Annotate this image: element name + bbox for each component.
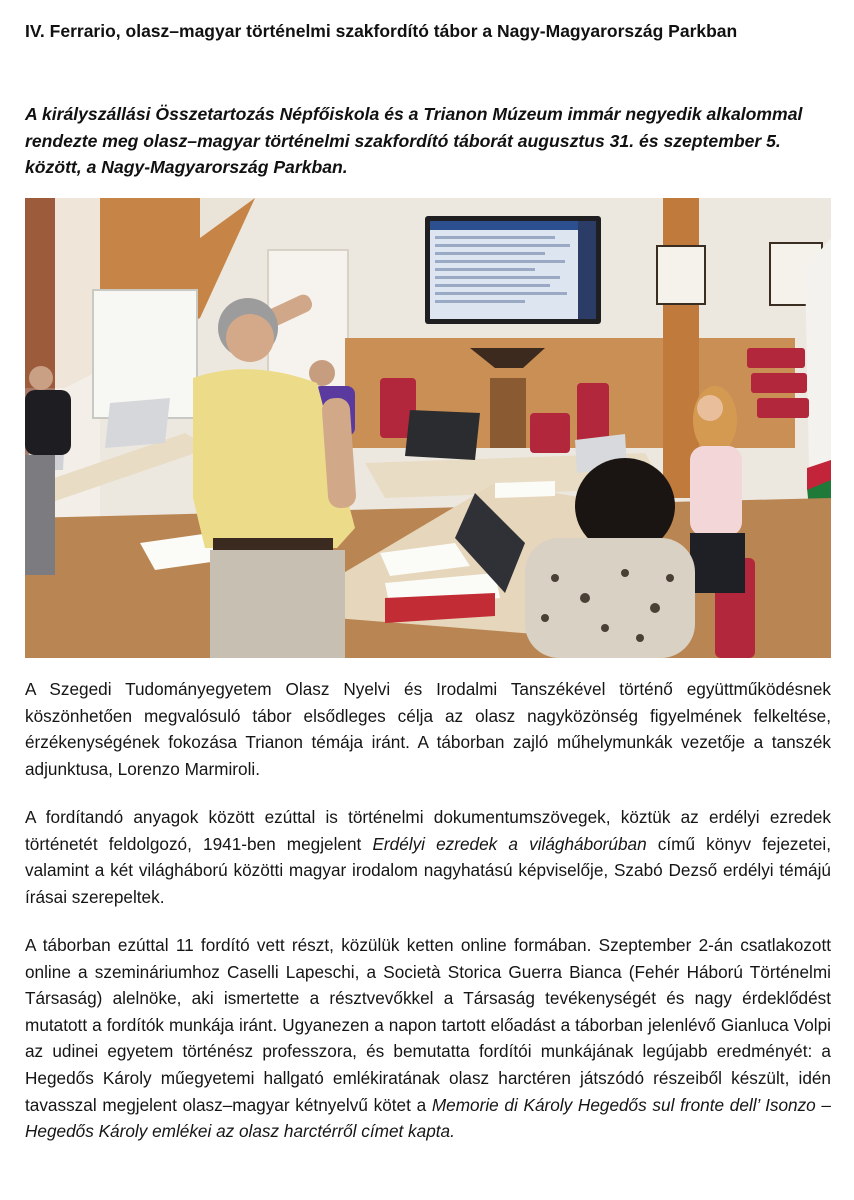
article-title: IV. Ferrario, olasz–magyar történelmi szakfordító tábor a Nagy-Magyarország Parkban <box>25 21 738 41</box>
paragraph-3-text: A táborban ezúttal 11 fordító vett részt, közülük ketten online formában. Szeptember 2-án csatlakozott online a szemináriumhoz Caselli Lapeschi, a Società Storica Guerra Bianca (Fehér Háború Történelmi Társaság) alelnöke, aki ismertette a résztvevőkkel a Társaság tevékenységét és nagy érdeklődést mutatott a fordítók munkája iránt. Ugyanezen a napon tartott előadást a táborban jelenlévő Gianluca Volpi az udinei egyetem történész professzora, és bemutatta fordítói munkájának legújabb eredményét: a Hegedős Károly műegyetemi hallgató emlékiratának olasz harctéren játszódó részeiből készült, idén tavasszal megjelent olasz–magyar kétnyelvű kötet a <box>25 935 831 1115</box>
book-title-memorie: Memorie di Károly Hegedős sul fronte dell’ Isonzo – Hegedős Károly emlékei az olasz harctérről címet kapta. <box>25 1094 831 1142</box>
flip-chart <box>93 290 197 418</box>
paragraph-2 <box>25 804 831 910</box>
statue-pedestal <box>490 378 526 448</box>
workshop-photo <box>25 198 831 658</box>
paragraph-1: A Szegedi Tudományegyetem Olasz Nyelvi és Irodalmi Tanszékével történő együttműködésnek köszönhetően megvalósuló tábor elsődleges célja az olasz nagyközönség figyelmének felkeltése, érzékenységének fokozása Trianon témája iránt. A táborban zajló műhelymunkák vezetője a tanszék adjunktusa, Lorenzo Marmiroli. <box>25 679 831 779</box>
paragraph-3 <box>25 932 831 1145</box>
book-title-erdelyi: Erdélyi ezredek a világháborúban <box>372 833 647 854</box>
article-lead: A királyszállási Összetartozás Népfőiskola és a Trianon Múzeum immár negyedik alkalommal rendezte meg olasz–magyar történelmi szakfordító táborát augusztus 31. és szeptember 5. között, a Nagy-Magyarország Parkban. <box>25 104 803 177</box>
person-right <box>690 386 745 593</box>
paragraph-2-text-a: A fordítandó anyagok között ezúttal is történelmi dokumentumszövegek, köztük az erdélyi ezredek történetét feldolgozó, 1941-ben megjelent <box>25 807 831 854</box>
paragraph-2-text-b: című könyv fejezetei, valamint a két világháború közötti magyar irodalom nagyhatású képviselője, Szabó Dezső erdélyi témájú írásai szerepeltek. <box>25 833 831 907</box>
